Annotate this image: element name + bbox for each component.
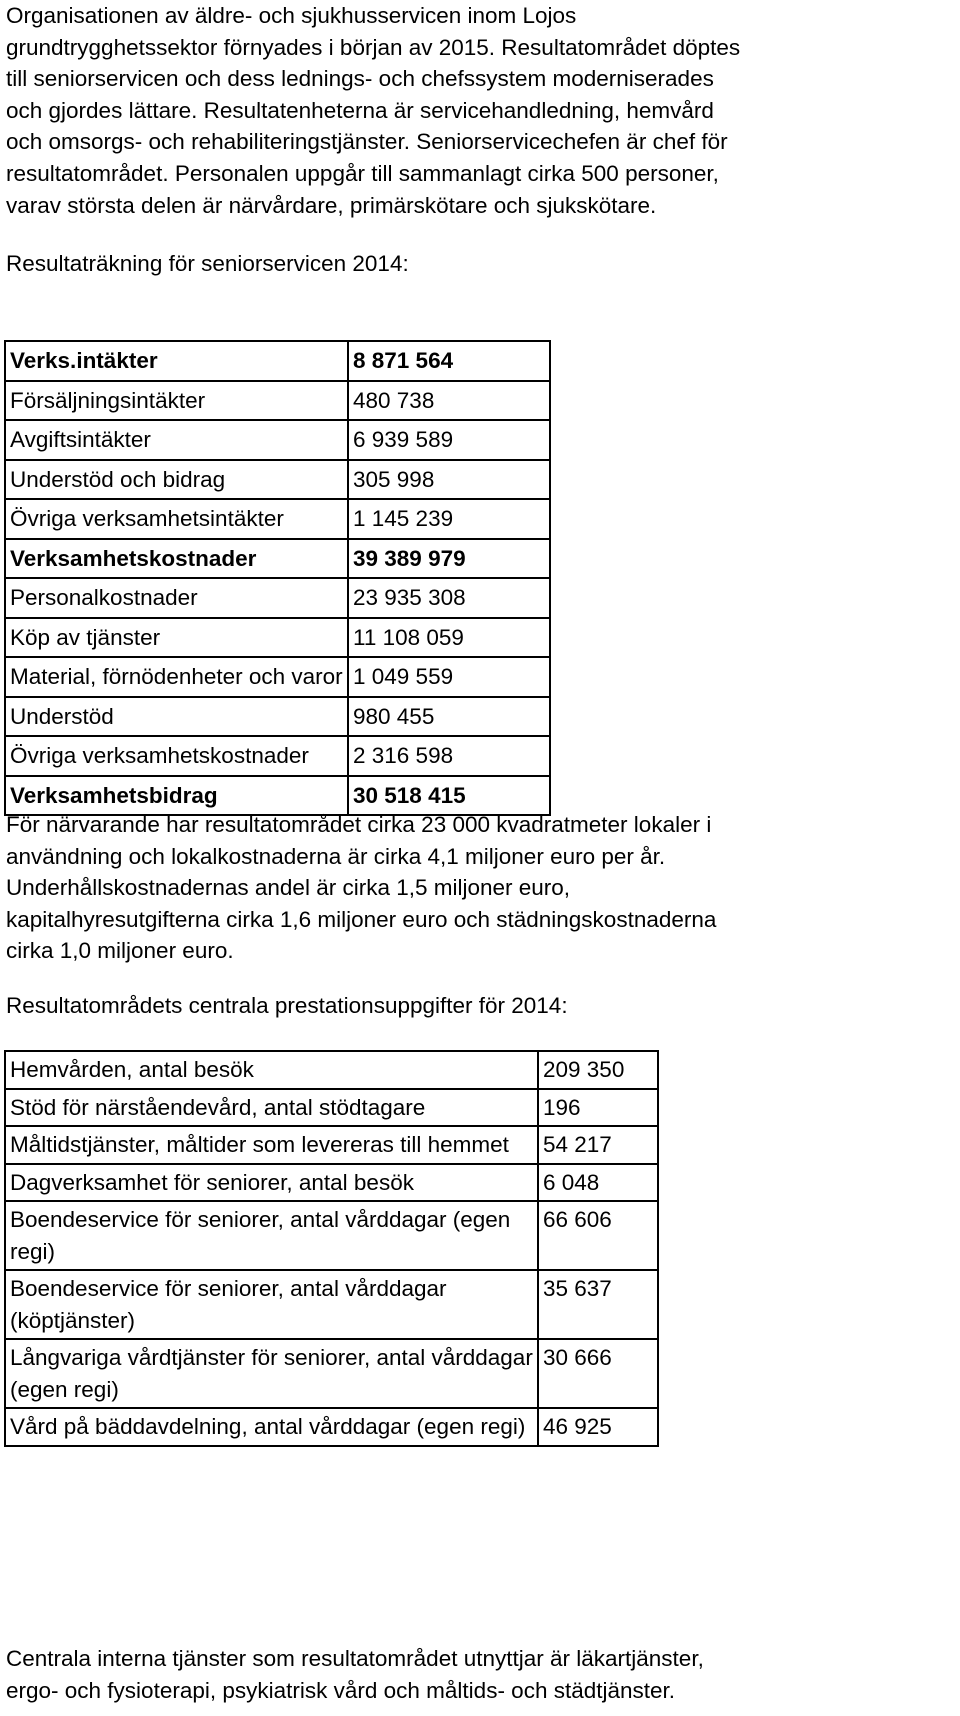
intro-line: resultatområdet. Personalen uppgår till sammanlagt cirka 500 personer, <box>6 160 719 186</box>
closing-line: ergo- och fysioterapi, psykiatrisk vård och måltids- och städtjänster. <box>6 1677 676 1703</box>
income-statement-heading: Resultaträkning för seniorservicen 2014: <box>6 251 409 276</box>
row-value: 39 389 979 <box>348 539 550 579</box>
row-value: 305 998 <box>348 460 550 500</box>
row-label: Övriga verksamhetskostnader <box>5 736 348 776</box>
table-row <box>5 1126 658 1164</box>
facilities-line: användning och lokalkostnaderna är cirka 4,1 miljoner euro per år. <box>6 843 666 869</box>
row-label: Långvariga vårdtjänster för seniorer, antal vårddagar (egen regi) <box>5 1339 538 1408</box>
row-value: 30 666 <box>538 1339 658 1408</box>
row-label: Boendeservice för seniorer, antal vårddagar (egen regi) <box>5 1201 538 1270</box>
row-label: Köp av tjänster <box>5 618 348 658</box>
facilities-line: För närvarande har resultatområdet cirka 23 000 kvadratmeter lokaler i <box>6 812 712 837</box>
table-row <box>5 1051 658 1089</box>
row-value: 1 049 559 <box>348 657 550 697</box>
row-label: Försäljningsintäkter <box>5 381 348 421</box>
row-label: Hemvården, antal besök <box>5 1051 538 1089</box>
closing-line: Centrala interna tjänster som resultatområdet utnyttjar är läkartjänster, <box>6 1646 704 1671</box>
table-row <box>5 697 550 737</box>
intro-line: och omsorgs- och rehabiliteringstjänster. Seniorservicechefen är chef för <box>6 129 728 155</box>
row-value: 46 925 <box>538 1408 658 1446</box>
intro-line: varav största delen är närvårdare, primärskötare och sjukskötare. <box>6 192 657 218</box>
table-row <box>5 499 550 539</box>
table-row <box>5 341 550 381</box>
row-label: Stöd för närståendevård, antal stödtagare <box>5 1089 538 1127</box>
table-row <box>5 1089 658 1127</box>
row-value: 6 939 589 <box>348 420 550 460</box>
facilities-paragraph <box>6 809 952 967</box>
table-row <box>5 736 550 776</box>
row-label: Understöd <box>5 697 348 737</box>
row-label: Verksamhetsbidrag <box>5 776 348 816</box>
row-value: 2 316 598 <box>348 736 550 776</box>
row-label: Boendeservice för seniorer, antal vårddagar (köptjänster) <box>5 1270 538 1339</box>
row-value: 6 048 <box>538 1164 658 1202</box>
table-row <box>5 618 550 658</box>
row-label: Avgiftsintäkter <box>5 420 348 460</box>
table-row <box>5 1339 658 1408</box>
intro-line: grundtrygghetssektor förnyades i början av 2015. Resultatområdet döptes <box>6 34 741 60</box>
table-row <box>5 420 550 460</box>
row-label: Vård på bäddavdelning, antal vårddagar (egen regi) <box>5 1408 538 1446</box>
table-row <box>5 460 550 500</box>
row-value: 66 606 <box>538 1201 658 1270</box>
table-row <box>5 578 550 618</box>
row-label: Material, förnödenheter och varor <box>5 657 348 697</box>
row-value: 30 518 415 <box>348 776 550 816</box>
row-label: Måltidstjänster, måltider som levereras till hemmet <box>5 1126 538 1164</box>
table-row <box>5 381 550 421</box>
table-row <box>5 1201 658 1270</box>
row-value: 8 871 564 <box>348 341 550 381</box>
row-label: Verks.intäkter <box>5 341 348 381</box>
table-row <box>5 657 550 697</box>
closing-paragraph <box>6 1643 952 1706</box>
row-value: 35 637 <box>538 1270 658 1339</box>
row-value: 196 <box>538 1089 658 1127</box>
row-value: 11 108 059 <box>348 618 550 658</box>
row-value: 1 145 239 <box>348 499 550 539</box>
row-value: 480 738 <box>348 381 550 421</box>
intro-line: till seniorservicen och dess lednings- och chefssystem moderniserades <box>6 66 714 92</box>
intro-line: Organisationen av äldre- och sjukhusservicen inom Lojos <box>6 3 577 28</box>
row-value: 54 217 <box>538 1126 658 1164</box>
row-label: Personalkostnader <box>5 578 348 618</box>
table-row <box>5 1408 658 1446</box>
facilities-line: cirka 1,0 miljoner euro. <box>6 938 234 964</box>
row-label: Understöd och bidrag <box>5 460 348 500</box>
facilities-line: Underhållskostnadernas andel är cirka 1,5 miljoner euro, <box>6 875 571 901</box>
intro-line: och gjordes lättare. Resultatenheterna är servicehandledning, hemvård <box>6 97 714 123</box>
table-row <box>5 1270 658 1339</box>
row-label: Verksamhetskostnader <box>5 539 348 579</box>
facilities-line: kapitalhyresutgifterna cirka 1,6 miljoner euro och städningskostnaderna <box>6 906 717 932</box>
table-row <box>5 539 550 579</box>
intro-paragraph <box>6 0 952 221</box>
row-value: 209 350 <box>538 1051 658 1089</box>
tasks-table <box>4 1050 659 1447</box>
row-label: Dagverksamhet för seniorer, antal besök <box>5 1164 538 1202</box>
income-statement-table <box>4 340 551 816</box>
tasks-heading: Resultatområdets centrala prestationsuppgifter för 2014: <box>6 993 568 1018</box>
row-value: 980 455 <box>348 697 550 737</box>
table-row <box>5 1164 658 1202</box>
row-label: Övriga verksamhetsintäkter <box>5 499 348 539</box>
row-value: 23 935 308 <box>348 578 550 618</box>
